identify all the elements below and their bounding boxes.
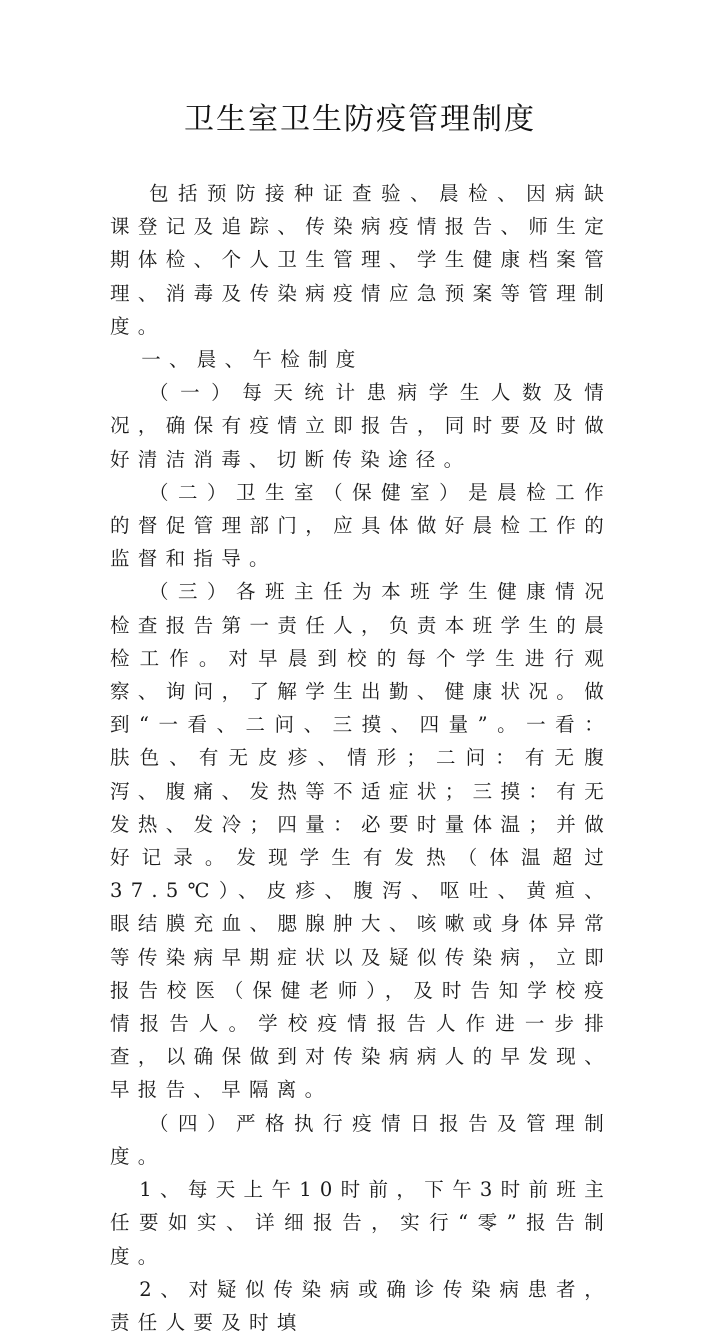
numbered-paragraph-1: 1、每天上午10时前，下午3时前班主任要如实、详细报告，实行“零”报告制度。 [110, 1178, 612, 1268]
item-paragraph-4: （四）严格执行疫情日报告及管理制度。 [110, 1111, 612, 1168]
item-paragraph-3: （三）各班主任为本班学生健康情况检查报告第一责任人，负责本班学生的晨检工作。对早晨到校的每个学生进行观察、询问，了解学生出勤、健康状况。做到“一看、二问、三摸、四量”。一看：肤色、有无皮疹、情形；二问：有无腹泻、腹痛、发热等不适症状；三摸：有无发热、发冷；四量：必要时量体温；并做好记录。发现学生有发热（体温超过37.5℃）、皮疹、腹泻、呕吐、黄疸、眼结膜充血、腮腺肿大、咳嗽或身体异常等传染病早期症状以及疑似传染病，立即报告校医（保健老师），及时告知学校疫情报告人。学校疫情报告人作进一步排查，以确保做到对传染病病人的早发现、早报告、早隔离。 [110, 580, 612, 1102]
document-title: 卫生室卫生防疫管理制度 [184, 102, 536, 137]
document-body [110, 177, 612, 1339]
numbered-paragraph-2: 2、对疑似传染病或确诊传染病患者，责任人要及时填 [110, 1277, 612, 1334]
section-heading-morning-check: 一、晨、午检制度 [141, 348, 364, 372]
item-paragraph-2: （二）卫生室（保健室）是晨检工作的督促管理部门，应具体做好晨检工作的监督和指导。 [110, 480, 612, 571]
intro-paragraph: 包括预防接种证查验、晨检、因病缺课登记及追踪、传染病疫情报告、师生定期体检、个人卫生管理、学生健康档案管理、消毒及传染病疫情应急预案等管理制度。 [110, 182, 612, 338]
item-paragraph-1: （一）每天统计患病学生人数及情况，确保有疫情立即报告，同时要及时做好清洁消毒、切断传染途径。 [110, 381, 612, 471]
